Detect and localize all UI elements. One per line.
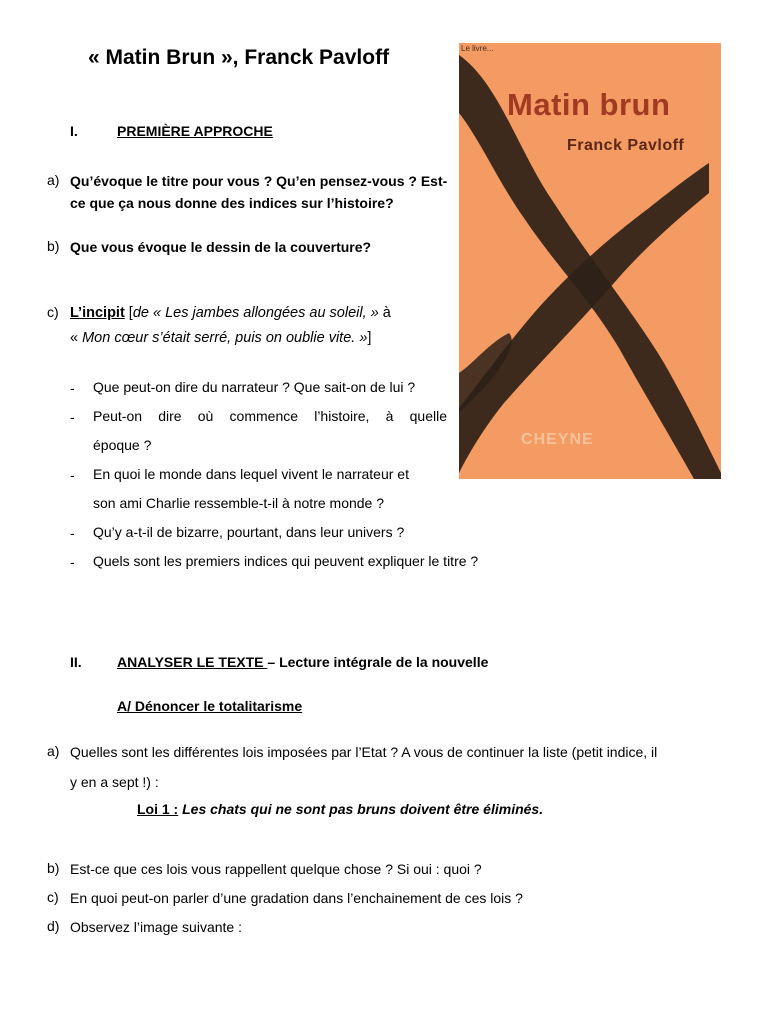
question-c-letter: c) <box>47 304 59 320</box>
question-laws <box>70 737 730 797</box>
section-2-number: II. <box>70 654 82 670</box>
book-cover-image <box>459 43 721 479</box>
question-a-line-1: Qu’évoque le titre pour vous ? Qu’en pensez-vous ? Est- <box>70 173 448 189</box>
question-b-letter: b) <box>47 238 60 254</box>
question-a-letter: a) <box>47 743 60 759</box>
document-title: « Matin Brun », Franck Pavloff <box>88 46 390 69</box>
incipit-label: L’incipit <box>70 305 125 321</box>
section-1-heading: PREMIÈRE APPROCHE <box>117 123 273 139</box>
question-b-letter: b) <box>47 860 60 876</box>
bullet-dash: - <box>70 467 75 483</box>
question-observe-image: Observez l’image suivante : <box>70 919 242 935</box>
bullet-item: Qu’y a-t-il de bizarre, pourtant, dans leur univers ? <box>93 524 405 540</box>
incipit-quote-open: « <box>70 330 83 346</box>
bullet-dash: - <box>70 554 75 570</box>
bullet-item: Peut-on dire où commence l’histoire, à quelle <box>93 408 447 424</box>
law-1-label: Loi 1 : <box>137 801 179 817</box>
incipit-quote-1: « Les jambes allongées au soleil, » <box>148 305 383 321</box>
incipit-de: de <box>132 305 149 321</box>
incipit-quote-2: Mon cœur s’était serré, puis on oublie vite. » <box>82 330 368 346</box>
question-a-letter: a) <box>47 172 60 188</box>
cover-author: Franck Pavloff <box>567 137 685 154</box>
bullet-item-continued: son ami Charlie ressemble-t-il à notre monde ? <box>93 495 385 511</box>
question-laws-line-2: y en a sept !) : <box>70 774 159 790</box>
law-1 <box>137 801 543 817</box>
bullet-item-continued: époque ? <box>93 437 152 453</box>
section-2-title: ANALYSER LE TEXTE <box>117 654 268 670</box>
bullet-dash: - <box>70 380 75 396</box>
bullet-item: Que peut-on dire du narrateur ? Que sait-on de lui ? <box>93 379 416 395</box>
section-1-number: I. <box>70 123 78 139</box>
bracket-open: [ <box>124 305 133 321</box>
bullet-item: Quels sont les premiers indices qui peuvent expliquer le titre ? <box>93 553 479 569</box>
question-gradation: En quoi peut-on parler d’une gradation dans l’enchainement de ces lois ? <box>70 890 523 906</box>
question-laws-line-1: Quelles sont les différentes lois imposées par l’Etat ? A vous de continuer la liste (petit indice, il <box>70 744 658 760</box>
question-b: Que vous évoque le dessin de la couverture? <box>70 239 372 255</box>
bullet-dash: - <box>70 409 75 425</box>
law-1-text: Les chats qui ne sont pas bruns doivent être éliminés. <box>178 801 544 817</box>
section-2-heading <box>117 654 488 670</box>
section-2-subtitle: – Lecture intégrale de la nouvelle <box>267 654 489 670</box>
incipit-block <box>70 301 450 351</box>
bullet-item: En quoi le monde dans lequel vivent le narrateur et <box>93 466 409 482</box>
question-a-line-2: ce que ça nous donne des indices sur l’histoire? <box>70 195 394 211</box>
question-a <box>70 170 450 214</box>
cover-title: Matin brun <box>507 87 671 122</box>
question-c-letter: c) <box>47 889 59 905</box>
part-a-heading: A/ Dénoncer le totalitarisme <box>117 698 303 714</box>
cover-tag: Le livre... <box>461 44 494 53</box>
question-d-letter: d) <box>47 918 60 934</box>
incipit-a: à <box>382 305 391 321</box>
question-laws-remind: Est-ce que ces lois vous rappellent quelque chose ? Si oui : quoi ? <box>70 861 482 877</box>
bullet-dash: - <box>70 525 75 541</box>
bracket-close: ] <box>367 330 372 346</box>
cover-publisher: CHEYNE <box>521 431 594 448</box>
